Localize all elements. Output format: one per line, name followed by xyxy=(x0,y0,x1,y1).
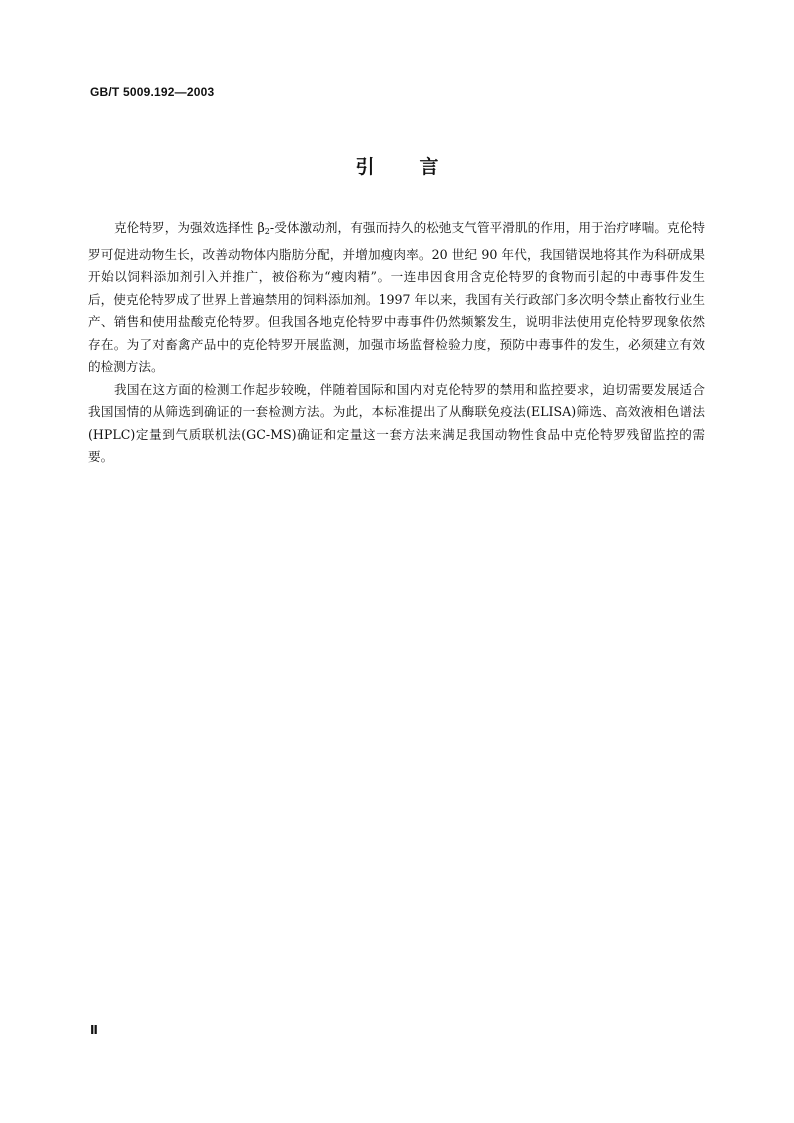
introduction-body xyxy=(88,217,705,469)
page-number: Ⅱ xyxy=(90,1023,98,1037)
paragraph-2: 我国在这方面的检测工作起步较晚，伴随着国际和国内对克伦特罗的禁用和监控要求，迫切需要发展适合我国国情的从筛选到确证的一套检测方法。为此，本标准提出了从酶联免疫法(ELISA)筛选、高效液相色谱法(HPLC)定量到气质联机法(GC-MS)确证和定量这一套方法来满足我国动物性食品中克伦特罗残留监控的需要。 xyxy=(88,381,705,464)
paragraph-1-part-2: -受体激动剂，有强而持久的松弛支气管平滑肌的作用，用于治疗哮喘。克伦特罗可促进动物生长，改善动物体内脂肪分配，并增加瘦肉率。20 世纪 90 年代，我国错误地将其作为科研成果开始以饲料添加剂引入并推广，被俗称为“瘦肉精”。一连串因食用含克伦特罗的食物而引起的中毒事件发生后，使克伦特罗成了世界上普遍禁用的饲料添加剂。1997 年以来，我国有关行政部门多次明令禁止畜牧行业生产、销售和使用盐酸克伦特罗。但我国各地克伦特罗中毒事件仍然频繁发生，说明非法使用克伦特罗现象依然存在。为了对畜禽产品中的克伦特罗开展监测，加强市场监督检验力度，预防中毒事件的发生，必须建立有效的检测方法。 xyxy=(88,220,705,374)
paragraph-1 xyxy=(88,217,705,379)
page-title: 引言 xyxy=(355,156,484,178)
paragraph-1-part-1: 克伦特罗，为强效选择性 β xyxy=(114,220,265,235)
standard-code: GB/T 5009.192—2003 xyxy=(90,85,215,99)
beta-subscript: 2 xyxy=(264,227,270,236)
